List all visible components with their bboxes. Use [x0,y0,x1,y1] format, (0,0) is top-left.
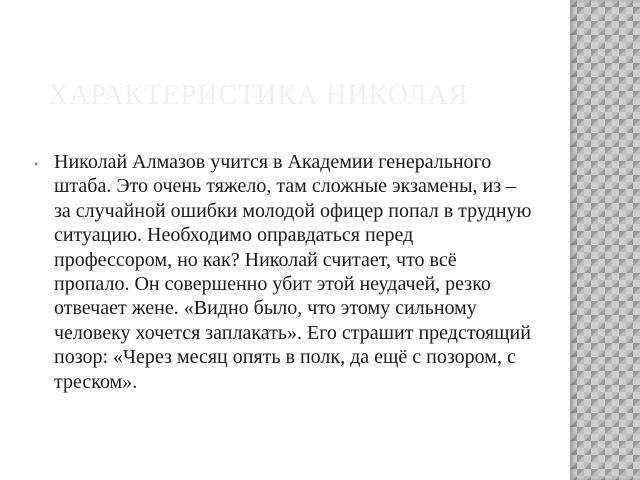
slide-title: ХАРАКТЕРИСТИКА НИКОЛАЯ [48,80,469,111]
bullet-dot-icon: • [34,157,39,171]
bullet-list [34,150,534,394]
decorative-pattern-overlay [570,0,640,480]
bullet-text: Николай Алмазов учится в Академии генерального штаба. Это очень тяжело, там сложные экзамены, из – за случайной ошибки молодой офицер попал в трудную ситуацию. Необходимо оправдаться перед профессором, но как? Николай считает, что всё пропало. Он совершенно убит этой неудачей, резко отвечает жене. «Видно было, что этому сильному человеку хочется заплакать». Его страшит предстоящий позор: «Через месяц опять в полк, да ещё с позором, с треском». [54,151,532,393]
bullet-item [34,150,534,394]
